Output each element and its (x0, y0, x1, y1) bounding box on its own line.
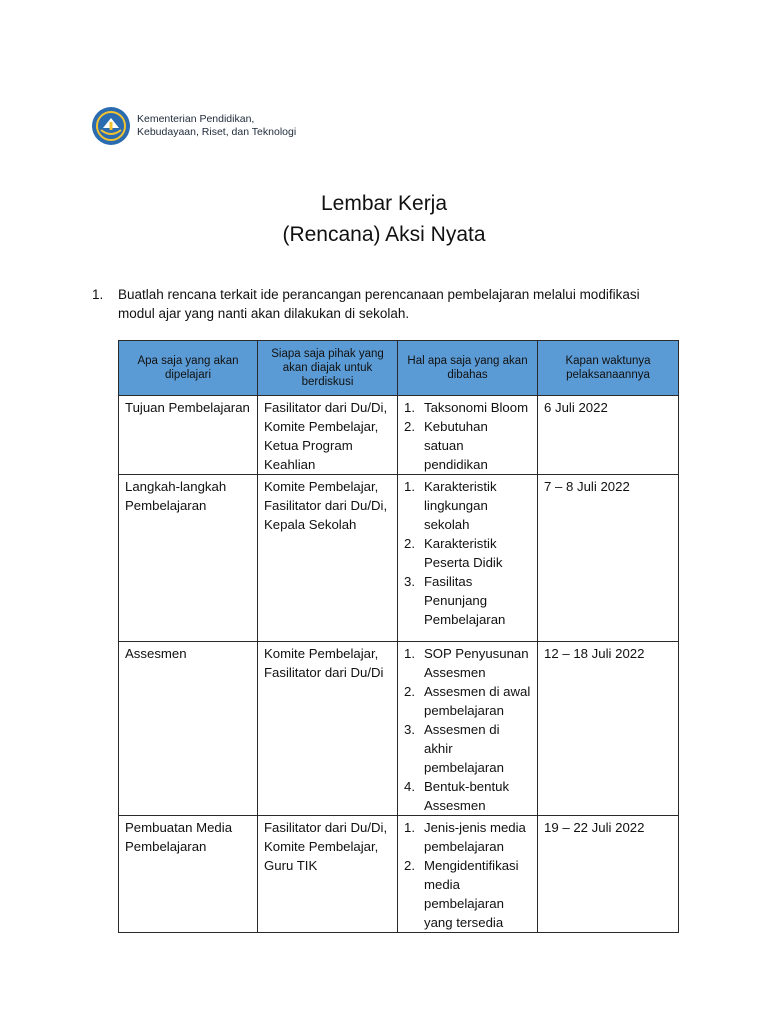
header-schedule: Kapan waktunya pelaksanaannya (538, 341, 679, 396)
table-row (119, 396, 679, 475)
list-item: 2. Assesmen di awal pembelajaran (404, 684, 531, 718)
table-row (119, 816, 679, 933)
ministry-name (137, 113, 296, 139)
header-participants: Siapa saja pihak yang akan diajak untuk berdiskusi (258, 341, 398, 396)
discussion-cell (398, 642, 538, 816)
topic-cell: Langkah-langkah Pembelajaran (119, 475, 258, 642)
discussion-cell (398, 475, 538, 642)
ministry-name-line2: Kebudayaan, Riset, dan Teknologi (137, 126, 297, 138)
list-item: 2. Karakteristik Peserta Didik (404, 536, 503, 570)
instruction (92, 285, 672, 323)
list-item: 3. Assesmen di akhir pembelajaran (404, 722, 504, 775)
instruction-text-line1: Buatlah rencana terkait ide perancangan perencanaan pembelajaran melalui modifikasi (118, 287, 640, 302)
table-header-row (119, 341, 679, 396)
discussion-cell (398, 396, 538, 475)
list-item: 3. Fasilitas Penunjang Pembelajaran (404, 574, 506, 627)
list-item: 2. Kebutuhan satuan pendidikan (404, 419, 488, 472)
title-line2: (Rencana) Aksi Nyata (282, 223, 486, 246)
table-row (119, 642, 679, 816)
list-item: 1. Taksonomi Bloom (404, 400, 529, 415)
topic-cell: Tujuan Pembelajaran (119, 396, 258, 475)
title-line1: Lembar Kerja (320, 192, 448, 215)
date-cell: 12 – 18 Juli 2022 (538, 642, 679, 816)
header-discussion: Hal apa saja yang akan dibahas (398, 341, 538, 396)
ministry-header (91, 106, 296, 146)
discussion-cell (398, 816, 538, 933)
topic-cell: Assesmen (119, 642, 258, 816)
date-cell: 7 – 8 Juli 2022 (538, 475, 679, 642)
table-row (119, 475, 679, 642)
list-item: 1. Jenis-jenis media pembelajaran (404, 820, 526, 854)
header-topic: Apa saja yang akan dipelajari (119, 341, 258, 396)
plan-table (118, 340, 679, 933)
list-item: 1. SOP Penyusunan Assesmen (404, 646, 529, 680)
list-item: 1. Karakteristik lingkungan sekolah (404, 479, 497, 532)
instruction-text-line2: modul ajar yang nanti akan dilakukan di sekolah. (118, 306, 410, 321)
instruction-number: 1. (92, 287, 104, 302)
participants-cell: Fasilitator dari Du/Di, Komite Pembelajar, Guru TIK (258, 816, 398, 933)
participants-cell: Fasilitator dari Du/Di, Komite Pembelajar, Ketua Program Keahlian (258, 396, 398, 475)
date-cell: 19 – 22 Juli 2022 (538, 816, 679, 933)
participants-cell: Komite Pembelajar, Fasilitator dari Du/Di (258, 642, 398, 816)
ministry-name-line1: Kementerian Pendidikan, (137, 113, 255, 125)
list-item: 4. Bentuk-bentuk Assesmen (404, 779, 510, 813)
topic-cell: Pembuatan Media Pembelajaran (119, 816, 258, 933)
page-title (0, 188, 768, 250)
date-cell: 6 Juli 2022 (538, 396, 679, 475)
list-item: 2. Mengidentifikasi media pembelajaran yang tersedia (404, 858, 519, 930)
tut-wuri-handayani-emblem-icon (91, 106, 131, 146)
participants-cell: Komite Pembelajar, Fasilitator dari Du/Di, Kepala Sekolah (258, 475, 398, 642)
